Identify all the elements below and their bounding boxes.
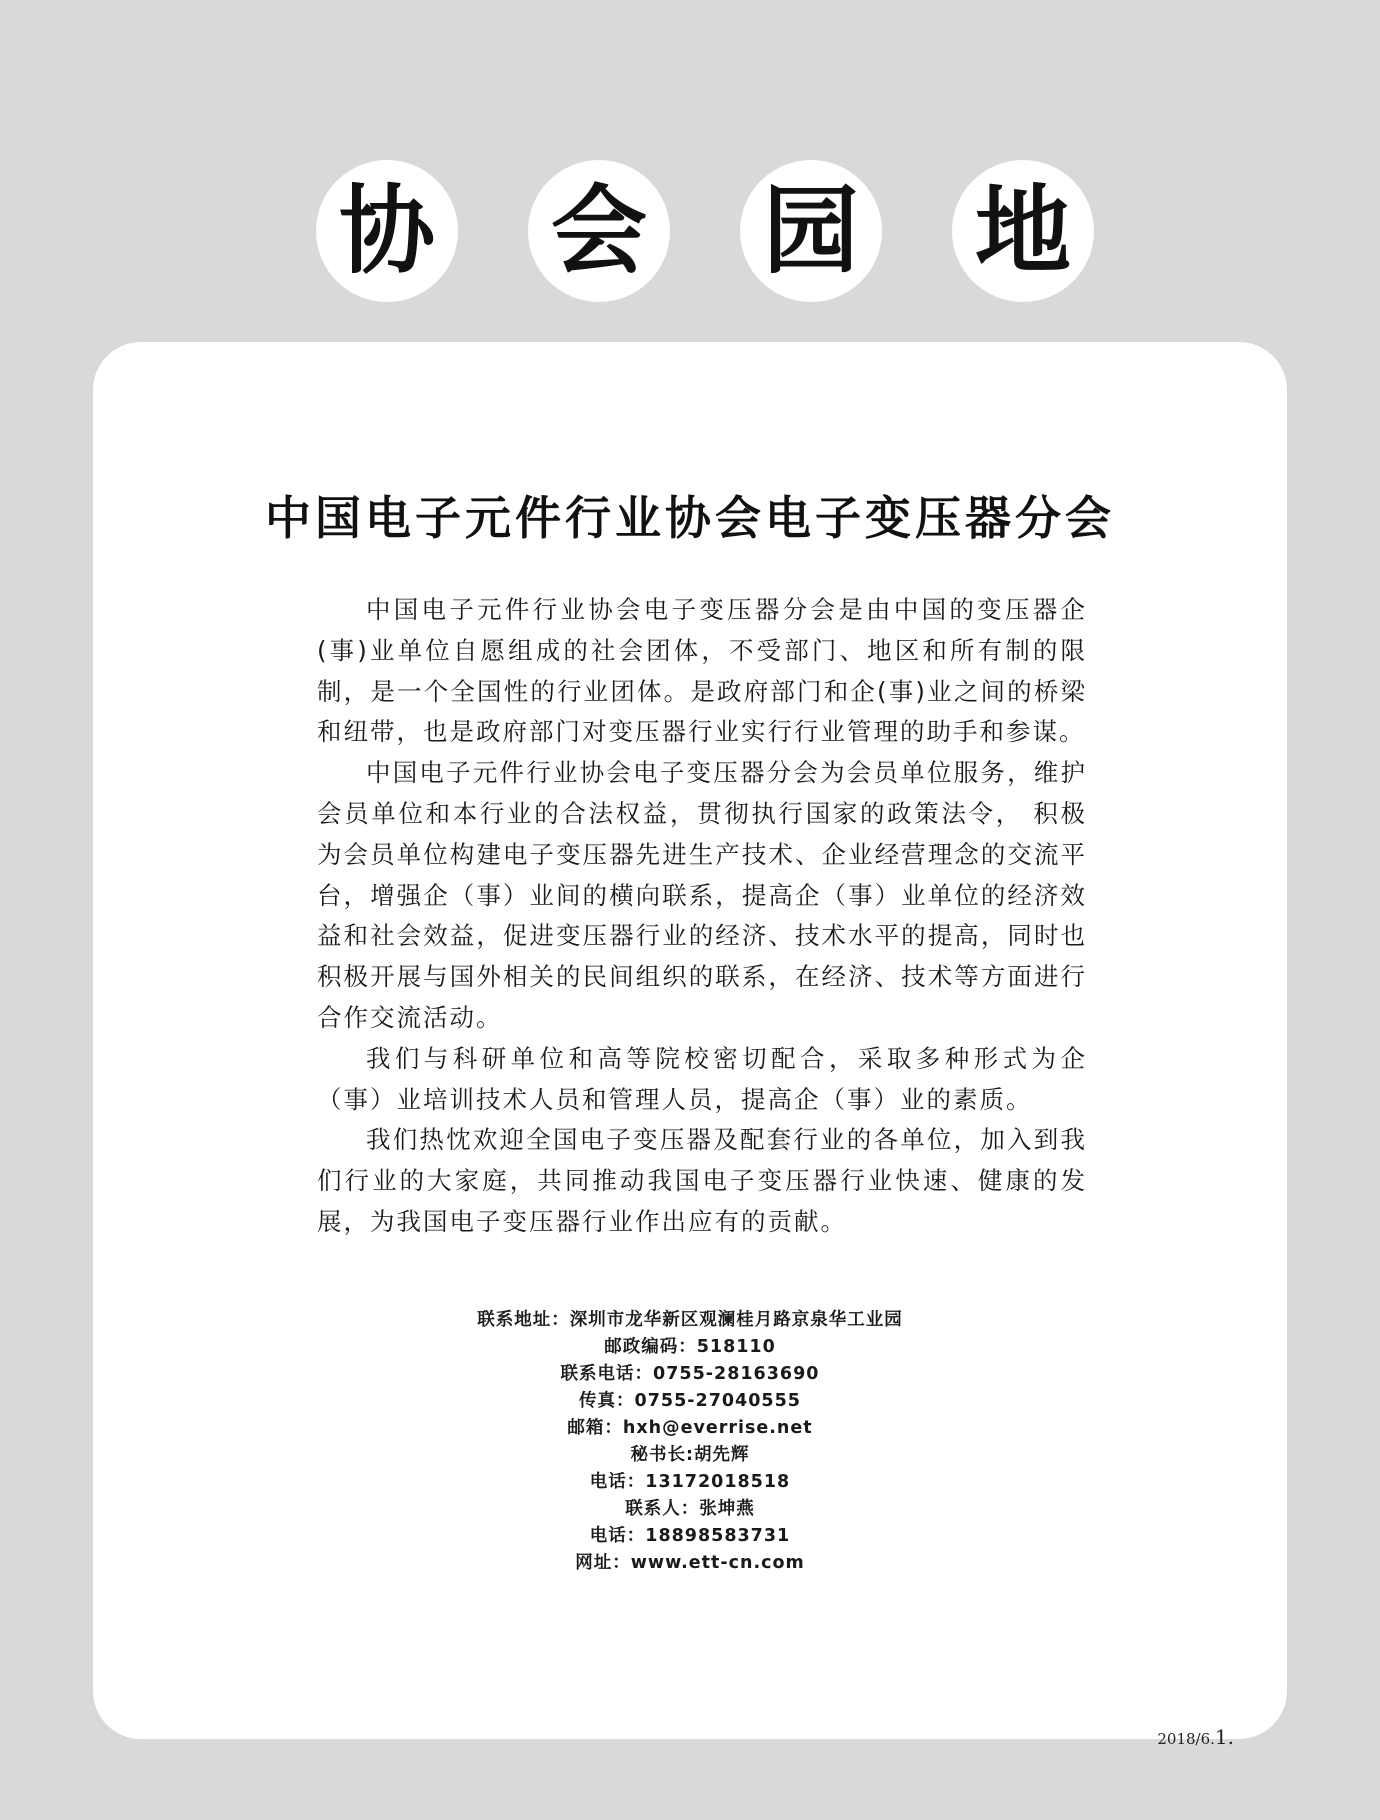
content-card [93,342,1287,1739]
contact-person-phone: 电话：18898583731 [589,1526,791,1546]
title-badge-yuan [740,160,882,302]
article-body [317,590,1087,1243]
contact-secretary-phone: 电话：13172018518 [589,1472,791,1492]
title-badge-xie [316,160,458,302]
page-number [1157,1725,1234,1749]
badge-char: 园 [749,169,873,293]
contact-address: 联系地址：深圳市龙华新区观澜桂月路京泉华工业园 [477,1310,903,1330]
contact-info [93,1307,1287,1577]
contact-email: 邮箱：hxh@everrise.net [567,1418,813,1438]
badge-char: 协 [325,169,449,293]
paragraph-intro: 中国电子元件行业协会电子变压器分会是由中国的变压器企(事)业单位自愿组成的社会团体，不受部门、地区和所有制的限制，是一个全国性的行业团体。是政府部门和企(事)业之间的桥梁和纽带，也是政府部门对变压器行业实行行业管理的助手和参谋。 [317,595,1087,747]
badge-char: 会 [537,169,661,293]
contact-secretary: 秘书长:胡先辉 [630,1445,750,1465]
contact-fax: 传真：0755-27040555 [579,1391,801,1411]
title-badge-di [952,160,1094,302]
page-index: 1. [1214,1725,1234,1749]
contact-website: 网址：www.ett-cn.com [575,1553,805,1573]
contact-phone: 联系电话：0755-28163690 [560,1364,820,1384]
page-title: 中国电子元件行业协会电子变压器分会 [265,491,1115,545]
contact-person: 联系人：张坤燕 [625,1499,755,1519]
contact-postcode: 邮政编码：518110 [604,1337,776,1357]
title-badge-hui [528,160,670,302]
issue-date: 2018/6. [1157,1730,1215,1748]
column-title-badges [316,160,1096,302]
paragraph-welcome: 我们热忱欢迎全国电子变压器及配套行业的各单位，加入到我们行业的大家庭，共同推动我国电子变压器行业快速、健康的发展，为我国电子变压器行业作出应有的贡献。 [317,1125,1087,1236]
paragraph-training: 我们与科研单位和高等院校密切配合，采取多种形式为企（事）业培训技术人员和管理人员，提高企（事）业的素质。 [317,1043,1087,1114]
paragraph-services: 中国电子元件行业协会电子变压器分会为会员单位服务，维护会员单位和本行业的合法权益，贯彻执行国家的政策法令， 积极为会员单位构建电子变压器先进生产技术、企业经营理念的交流平台，增强企（事）业间的横向联系，提高企（事）业单位的经济效益和社会效益，促进变压器行业的经济、技术水平的提高，同时也积极开展与国外相关的民间组织的联系，在经济、技术等方面进行合作交流活动。 [317,758,1087,1032]
badge-char: 地 [961,169,1085,293]
